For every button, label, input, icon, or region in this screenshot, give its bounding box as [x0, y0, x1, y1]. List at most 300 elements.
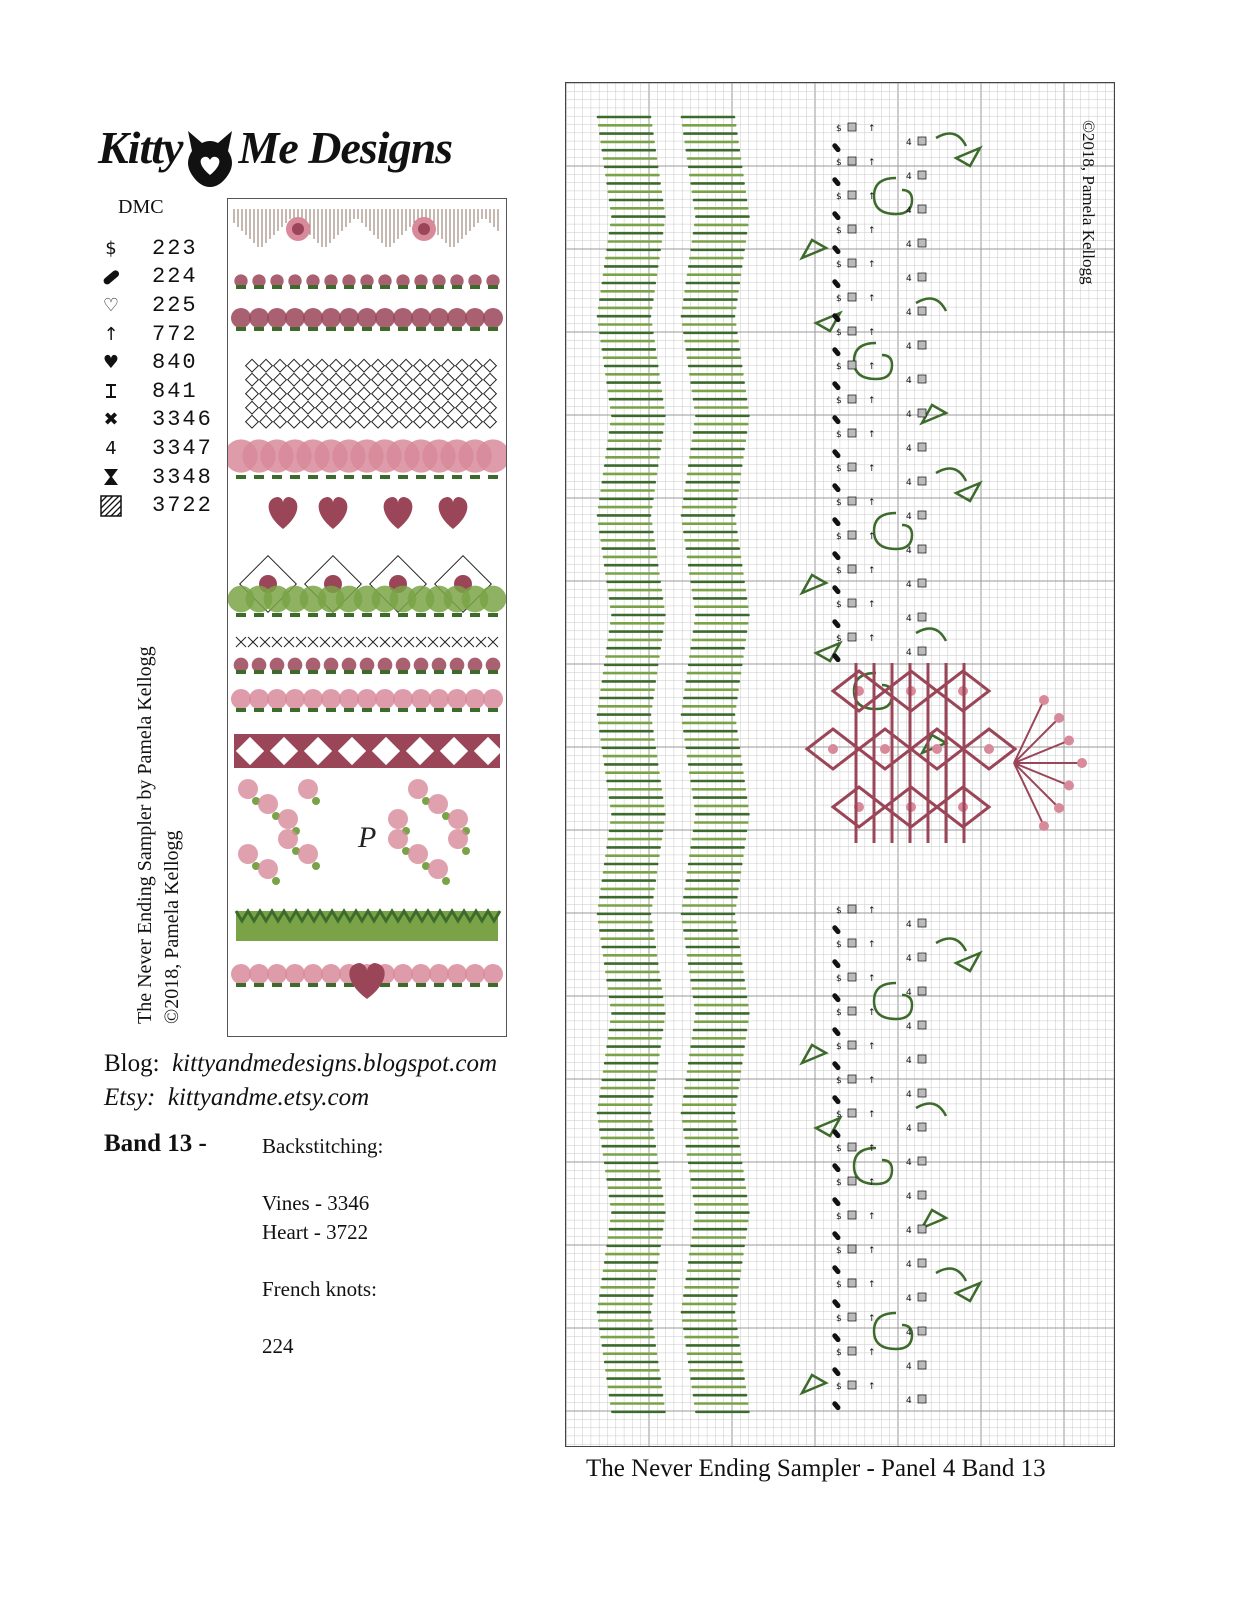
hatched-symbol: [918, 443, 926, 451]
motif-leaf: [308, 475, 318, 479]
motif-leaf: [236, 670, 246, 674]
french-knot: [1039, 821, 1049, 831]
stitch-chart: [565, 82, 1115, 1447]
four-symbol: 4: [906, 988, 912, 998]
hatched-symbol: [848, 1143, 856, 1151]
dollar-symbol: $: [836, 906, 842, 916]
etsy-label: Etsy:: [104, 1084, 156, 1111]
arrow-symbol: ↑: [868, 974, 876, 984]
dollar-symbol: $: [836, 1348, 842, 1358]
arrow-symbol: ↑: [868, 294, 876, 304]
motif-leaf: [434, 327, 444, 331]
motif-dot: [465, 689, 485, 709]
lattice-cell: [414, 373, 427, 386]
hatched-symbol: [848, 1347, 856, 1355]
motif-leaf: [308, 983, 318, 987]
lattice-cell: [358, 387, 371, 400]
french-knot: [1064, 736, 1074, 746]
dollar-symbol: $: [836, 260, 842, 270]
motif-leaf: [290, 327, 300, 331]
vine-leaf: [802, 575, 826, 593]
four-symbol: 4: [906, 614, 912, 624]
motif-leaf: [362, 285, 372, 289]
motif-leaf: [452, 983, 462, 987]
lattice-cell: [470, 415, 483, 428]
motif-leaf: [380, 670, 390, 674]
lattice-cell: [316, 359, 329, 372]
motif-leaf: [308, 670, 318, 674]
french-knot: [1077, 758, 1087, 768]
lattice-cell: [246, 415, 259, 428]
four-symbol: 4: [906, 920, 912, 930]
legend-code: 772: [152, 321, 198, 347]
hatched-symbol: [918, 647, 926, 655]
hatched-symbol: [918, 1021, 926, 1029]
motif-leaf: [452, 475, 462, 479]
motif-dot: [447, 308, 467, 328]
vine-stem: [936, 469, 966, 482]
four-symbol: 4: [906, 546, 912, 556]
french-knots-value: 224: [262, 1333, 294, 1358]
four-symbol: 4: [906, 1192, 912, 1202]
small-motif-band: [234, 658, 501, 674]
legend-code: 224: [152, 264, 198, 290]
hatched-symbol: [848, 633, 856, 641]
legend-code: 3346: [152, 407, 213, 433]
hatched-symbol: [918, 477, 926, 485]
motif-leaf: [398, 613, 408, 617]
hatched-symbol: [848, 1075, 856, 1083]
lattice-cell: [260, 401, 273, 414]
dollar-symbol: $: [836, 328, 842, 338]
motif-dot: [465, 308, 485, 328]
motif-leaf: [398, 983, 408, 987]
motif-leaf: [326, 708, 336, 712]
arrow-symbol: ↑: [868, 1042, 876, 1052]
rose-bloom: [298, 779, 318, 799]
dollar-symbol: $: [836, 464, 842, 474]
lattice-cell: [442, 401, 455, 414]
motif-dot: [483, 308, 503, 328]
motif-leaf: [398, 327, 408, 331]
dollar-symbol: $: [836, 226, 842, 236]
motif-dot: [429, 689, 449, 709]
blog-url[interactable]: kittyandmedesigns.blogspot.com: [172, 1050, 498, 1077]
motif-dot: [285, 964, 305, 984]
lattice-cell: [344, 373, 357, 386]
hatched-symbol: [848, 429, 856, 437]
legend-row: [96, 406, 226, 435]
hatched-symbol: [848, 531, 856, 539]
hatched-symbol: [918, 137, 926, 145]
hatched-symbol: [918, 953, 926, 961]
motif-leaf: [254, 285, 264, 289]
motif-dot: [303, 964, 323, 984]
arrow-symbol: ↑: [868, 1314, 876, 1324]
four-symbol: 4: [906, 172, 912, 182]
motif-leaf: [236, 327, 246, 331]
motif-leaf: [308, 285, 318, 289]
dollar-symbol: $: [836, 396, 842, 406]
lattice-cell: [330, 387, 343, 400]
blog-label: Blog:: [104, 1050, 160, 1077]
lattice-cell: [302, 401, 315, 414]
arrow-symbol: ↑: [868, 1076, 876, 1086]
arrow-symbol: ↑: [868, 566, 876, 576]
dollar-symbol: $: [836, 1076, 842, 1086]
motif-leaf: [488, 285, 498, 289]
hatched-symbol: [918, 375, 926, 383]
motif-dot: [231, 964, 251, 984]
motif-leaf: [434, 475, 444, 479]
arrow-symbol: ↑: [868, 1144, 876, 1154]
arrow-symbol: ↑: [868, 906, 876, 916]
lattice-cell: [358, 415, 371, 428]
arrow-symbol: ↑: [868, 362, 876, 372]
motif-leaf: [416, 475, 426, 479]
hatched-symbol: [848, 1279, 856, 1287]
dollar-symbol: $: [836, 566, 842, 576]
motif-leaf: [398, 708, 408, 712]
slash-bar-icon: [96, 265, 126, 289]
heart-solid-icon: ♥: [102, 352, 120, 374]
motif-leaf: [470, 285, 480, 289]
hatched-symbol: [848, 1041, 856, 1049]
hatched-symbol: [848, 905, 856, 913]
lattice-cell: [246, 359, 259, 372]
dollar-symbol: $: [836, 1008, 842, 1018]
dollar-symbol: $: [836, 158, 842, 168]
legend-code: 840: [152, 350, 198, 376]
hatched-square-icon: [96, 494, 126, 518]
motif-leaf: [470, 983, 480, 987]
lattice-cell: [302, 359, 315, 372]
vine-stem: [936, 134, 966, 147]
lattice-cell: [456, 373, 469, 386]
motif-leaf: [254, 613, 264, 617]
motif-dot: [411, 308, 431, 328]
hatched-symbol: [918, 171, 926, 179]
hatched-symbol: [918, 919, 926, 927]
four-symbol: 4: [906, 308, 912, 318]
lattice-cell: [456, 387, 469, 400]
heart-knot: [932, 744, 942, 754]
four-symbol: 4: [906, 274, 912, 284]
dollar-symbol: $: [836, 1314, 842, 1324]
lattice-cell: [400, 373, 413, 386]
hatched-symbol: [918, 1089, 926, 1097]
arrow-symbol: ↑: [868, 1110, 876, 1120]
legend-code: 3347: [152, 435, 213, 461]
lattice-cell: [260, 387, 273, 400]
arrow-symbol: ↑: [868, 430, 876, 440]
rose-bloom: [258, 794, 278, 814]
rose-bloom: [278, 809, 298, 829]
hatched-symbol: [918, 239, 926, 247]
four-symbol: 4: [906, 954, 912, 964]
hatched-symbol: [848, 1007, 856, 1015]
lattice-cell: [470, 359, 483, 372]
lattice-cell: [358, 401, 371, 414]
chart-symbols: [831, 123, 926, 1411]
chart-credit: ©2018, Pamela Kellogg: [1079, 120, 1098, 285]
cross-band: [236, 637, 498, 647]
lattice-cell: [316, 373, 329, 386]
motif-leaf: [452, 613, 462, 617]
credit-line-2: ©2018, Pamela Kellogg: [161, 830, 183, 1024]
rose-garden-band: [238, 779, 470, 885]
leaf-band: [234, 274, 499, 289]
hatched-symbol: [848, 1211, 856, 1219]
motif-dot: [393, 689, 413, 709]
lattice-cell: [414, 359, 427, 372]
motif-leaf: [236, 475, 246, 479]
hatched-symbol: [848, 497, 856, 505]
motif-leaf: [344, 670, 354, 674]
lattice-cell: [386, 359, 399, 372]
lattice-cell: [400, 401, 413, 414]
lattice-cell: [316, 387, 329, 400]
green-zigzag-band: [236, 911, 500, 941]
lattice-cell: [358, 359, 371, 372]
etsy-url[interactable]: kittyandme.etsy.com: [167, 1084, 370, 1111]
lattice-cell: [428, 415, 441, 428]
motif-leaf: [254, 708, 264, 712]
hatched-symbol: [918, 1327, 926, 1335]
motif-leaf: [290, 475, 300, 479]
motif-dot: [447, 964, 467, 984]
arrow-symbol: ↑: [868, 532, 876, 542]
hatched-symbol: [918, 409, 926, 417]
lattice-cell: [386, 387, 399, 400]
arrow-symbol: ↑: [868, 1178, 876, 1188]
lattice-cell: [274, 401, 287, 414]
motif-leaf: [488, 327, 498, 331]
legend-code: 223: [152, 235, 198, 261]
motif-leaf: [434, 670, 444, 674]
dollar-symbol: $: [836, 362, 842, 372]
lattice-cell: [400, 415, 413, 428]
heart-knot: [984, 744, 994, 754]
motif-leaf: [344, 327, 354, 331]
lattice-cell: [484, 387, 497, 400]
hatched-symbol: [918, 1395, 926, 1403]
lattice-cell: [316, 415, 329, 428]
hatched-symbol: [848, 599, 856, 607]
rose-center: [418, 223, 430, 235]
motif-dot: [465, 964, 485, 984]
motif-leaf: [470, 327, 480, 331]
lattice-cell: [246, 401, 259, 414]
fan-stitch: [1014, 718, 1059, 763]
lattice-cell: [288, 359, 301, 372]
hatched-symbol: [848, 395, 856, 403]
motif-leaf: [290, 708, 300, 712]
motif-leaf: [290, 285, 300, 289]
motif-dot: [249, 308, 269, 328]
motif-dot: [393, 964, 413, 984]
legend-row: [96, 377, 226, 406]
zigzag-columns: [598, 117, 748, 1412]
arrow-symbol: ↑: [868, 634, 876, 644]
lattice-cell: [260, 415, 273, 428]
lattice-cell: [316, 401, 329, 414]
brand-logo: [98, 112, 510, 184]
lattice-cell: [442, 415, 455, 428]
dollar-symbol: $: [836, 1144, 842, 1154]
motif-leaf: [344, 708, 354, 712]
dollar-symbol: $: [836, 1382, 842, 1392]
motif-dot: [285, 308, 305, 328]
motif-leaf: [470, 613, 480, 617]
arrow-symbol: ↑: [868, 1348, 876, 1358]
hatched-symbol: [918, 1361, 926, 1369]
lattice-cell: [288, 401, 301, 414]
four-symbol: 4: [906, 206, 912, 216]
motif-leaf: [326, 670, 336, 674]
lattice-cell: [386, 415, 399, 428]
lattice-cell: [344, 401, 357, 414]
rose-leaf: [442, 877, 450, 885]
arrow-symbol: ↑: [868, 464, 876, 474]
motif-leaf: [272, 708, 282, 712]
cross-icon: ✖: [103, 409, 119, 431]
lattice-cell: [274, 359, 287, 372]
lattice-cell: [274, 373, 287, 386]
arrow-symbol: ↑: [868, 124, 876, 134]
heart-motif: [269, 497, 298, 529]
motif-leaf: [416, 613, 426, 617]
lattice-cell: [330, 415, 343, 428]
motif-dot: [321, 689, 341, 709]
hatched-symbol: [848, 259, 856, 267]
motif-dot: [429, 308, 449, 328]
hatched-symbol: [848, 327, 856, 335]
lattice-cell: [400, 387, 413, 400]
vine-leaf: [956, 953, 980, 971]
hatched-symbol: [848, 157, 856, 165]
motif-dot: [303, 308, 323, 328]
hatched-symbol: [918, 273, 926, 281]
motif-dot: [357, 689, 377, 709]
motif-leaf: [416, 327, 426, 331]
motif-leaf: [488, 613, 498, 617]
motif-leaf: [488, 670, 498, 674]
hatched-symbol: [848, 191, 856, 199]
dollar-symbol: $: [836, 940, 842, 950]
lattice-cell: [246, 373, 259, 386]
legend-row: [96, 291, 226, 320]
lattice-cell: [484, 373, 497, 386]
lattice-cell: [484, 359, 497, 372]
hatched-symbol: [848, 123, 856, 131]
hatched-symbol: [848, 463, 856, 471]
motif-leaf: [308, 708, 318, 712]
lattice-cell: [428, 359, 441, 372]
stitch-chart-grid: [566, 83, 1114, 1446]
lattice-cell: [414, 387, 427, 400]
chart-caption: The Never Ending Sampler - Panel 4 Band 13: [586, 1455, 1046, 1482]
four-symbol: 4: [906, 410, 912, 420]
four-symbol: 4: [906, 512, 912, 522]
vine-stem: [936, 939, 966, 952]
motif-dot: [249, 689, 269, 709]
dollar-symbol: $: [836, 498, 842, 508]
motif-leaf: [272, 613, 282, 617]
motif-dot: [231, 689, 251, 709]
lattice-cell: [288, 415, 301, 428]
motif-leaf: [452, 327, 462, 331]
lattice-cell: [274, 387, 287, 400]
heart-motif: [319, 497, 348, 529]
lattice-cell: [456, 401, 469, 414]
motif-leaf: [488, 708, 498, 712]
rose-bloom: [408, 779, 428, 799]
lattice-cell: [428, 387, 441, 400]
garland-band: [231, 689, 503, 712]
motif-dot: [321, 308, 341, 328]
arrow-symbol: ↑: [868, 1212, 876, 1222]
rose-bloom: [448, 809, 468, 829]
arrow-symbol: ↑: [868, 328, 876, 338]
swag-band: [234, 209, 498, 247]
motif-dot: [339, 308, 359, 328]
motif-dot: [249, 964, 269, 984]
lattice-cell: [330, 401, 343, 414]
rose-bloom: [278, 829, 298, 849]
motif-leaf: [470, 475, 480, 479]
legend-row: [96, 348, 226, 377]
lattice-cell: [246, 387, 259, 400]
four-symbol: 4: [906, 1056, 912, 1066]
french-knot: [1039, 695, 1049, 705]
hourglass-icon: [96, 465, 126, 489]
hatched-symbol: [918, 307, 926, 315]
dollar-symbol: $: [836, 1110, 842, 1120]
lattice-cell: [288, 387, 301, 400]
motif-leaf: [308, 327, 318, 331]
motif-leaf: [272, 670, 282, 674]
four-symbol: 4: [906, 342, 912, 352]
motif-leaf: [434, 613, 444, 617]
arrow-symbol: ↑: [868, 1382, 876, 1392]
hatched-symbol: [918, 987, 926, 995]
arrow-symbol: ↑: [868, 158, 876, 168]
motif-leaf: [326, 327, 336, 331]
lattice-cell: [428, 373, 441, 386]
motif-leaf: [470, 670, 480, 674]
rose-bloom: [428, 859, 448, 879]
lattice-cell: [470, 401, 483, 414]
motif-dot: [375, 689, 395, 709]
vine-leaf: [956, 148, 980, 166]
lattice-cell: [260, 373, 273, 386]
monogram-letter: P: [358, 821, 377, 854]
rose-bloom: [298, 844, 318, 864]
lattice-cell: [330, 359, 343, 372]
dollar-symbol: $: [836, 1178, 842, 1188]
motif-leaf: [398, 670, 408, 674]
motif-leaf: [272, 285, 282, 289]
lattice-cell: [386, 401, 399, 414]
legend-code: 841: [152, 378, 198, 404]
four-symbol: 4: [906, 444, 912, 454]
rose-leaf: [272, 877, 280, 885]
legend-row: [96, 263, 226, 292]
motif-dot: [447, 689, 467, 709]
rose-leaf: [312, 797, 320, 805]
motif-dot: [411, 689, 431, 709]
